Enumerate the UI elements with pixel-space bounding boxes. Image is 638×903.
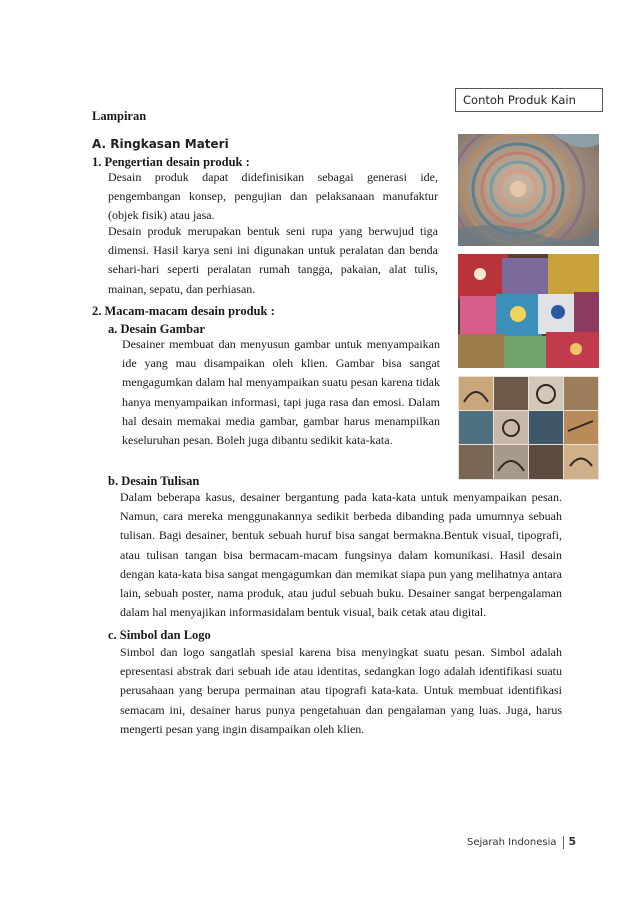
section-a-heading: A. Ringkasan Materi [92,137,229,151]
subheading-simbol-logo: c. Simbol dan Logo [108,628,211,642]
fabric-pouches-photo [458,254,599,368]
image-caption-box: Contoh Produk Kain [455,88,603,112]
footer-label: Sejarah Indonesia [467,837,557,848]
lampiran-heading: Lampiran [92,109,147,123]
subheading-desain-tulisan: b. Desain Tulisan [108,474,200,488]
page-number: 5 [568,835,577,848]
footer-separator [563,836,564,849]
page-footer [467,835,576,849]
paragraph-product-design: Desain produk merupakan bentuk seni rupa yang berwujud tiga dimensi. Hasil karya seni ini digunakan untuk peralatan dan benda sehari-hari seperti peralatan rumah tangga, pakaian, alat tulis, mainan, sepatu, dan perhiasan. [108,224,438,296]
craft-collage-photo [458,376,599,480]
knitted-fabric-photo [458,134,599,246]
paragraph-desain-gambar: Desainer membuat dan menyusun gambar untuk menyampaikan ide yang mau disampaikan oleh klien. Gambar bisa sangat mengagumkan dalam hal menyampaikan suatu pesan karena tidak hanya menyampaikan informasi, tapi juga rasa dan emosi. Dalam hal desain memakai media gambar, gambar harus menampilkan keseluruhan pesan. Boleh juga dibantu sedikit kata-kata. [122,337,440,448]
heading-pengertian: 1. Pengertian desain produk : [92,155,250,169]
paragraph-simbol-logo: Simbol dan logo sangatlah spesial karena bisa menyingkat suatu pesan. Simbol adalah epresentasi abstrak dari sebuah ide atau identitas, sedangkan logo adalah identifikasi suatu perusahaan yang berupa permainan atau tipografi kata-kata. Untuk membuat identifikasi semacam ini, desainer harus punya pengetahuan dan pengalaman yang luas. Juga, harus mengerti pesan yang ingin disampaikan oleh klien. [120,645,562,736]
paragraph-definition: Desain produk dapat didefinisikan sebagai generasi ide, pengembangan konsep, pengujian dan pelaksanaan manufaktur (objek fisik) atau jasa. [108,170,438,223]
subheading-desain-gambar: a. Desain Gambar [108,322,205,336]
paragraph-desain-tulisan: Dalam beberapa kasus, desainer bergantung pada kata-kata untuk menyampaikan pesan. Namun, cara mereka menggunakannya sedikit berbeda dibanding pada umumnya sebuah tulisan. Bagi desainer, bentuk sebuah huruf bisa sangat bermakna.Bentuk visual, tipografi, atau tulisan tangan bisa bermacam-macam fungsinya dalam komunikasi. Hasil desain dengan kata-kata bisa sangat mengagumkan dan memikat siapa pun yang melihatnya antara lain, sebuah poster, nama produk, atau judul sebuah buku. Desainer sangat berpengalaman dalam hal menyajikan informasidalam bentuk visual, baik cetak atau digital. [120,490,562,620]
heading-macam-macam: 2. Macam-macam desain produk : [92,304,275,318]
